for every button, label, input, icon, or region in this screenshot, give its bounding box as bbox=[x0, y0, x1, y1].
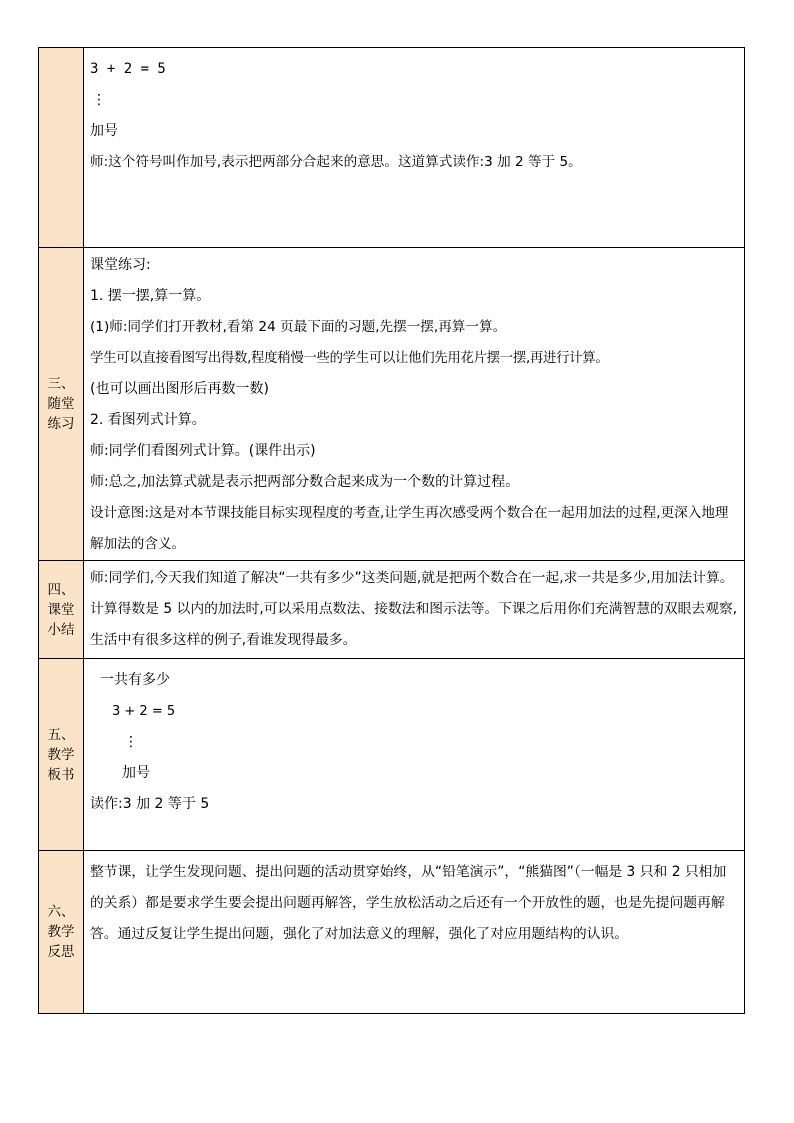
row-label: 五、教学板书 bbox=[47, 726, 75, 783]
practice-heading: 课堂练习: bbox=[90, 257, 151, 273]
row-content-cell bbox=[84, 48, 745, 248]
row-label-cell bbox=[39, 659, 84, 851]
equation-line: 3 + 2 = 5 bbox=[90, 61, 166, 77]
row-content-cell bbox=[84, 561, 745, 659]
row-content-cell bbox=[84, 659, 745, 851]
board-plus-sign: 加号 bbox=[122, 765, 150, 781]
plus-sign-label: 加号 bbox=[90, 123, 118, 139]
row-label-cell bbox=[39, 561, 84, 659]
row-label-cell bbox=[39, 48, 84, 248]
row-content-cell bbox=[84, 248, 745, 561]
row-label: 三、随堂练习 bbox=[47, 376, 75, 432]
row-label: 六、教学反思 bbox=[47, 904, 75, 960]
board-equation: 3 + 2 = 5 bbox=[112, 704, 176, 719]
reflection-text: 整节课，让学生发现问题、提出问题的活动贯穿始终，从“铅笔演示”，“熊猫图”（一幅是 3 只和 2 只相加的关系）都是要求学生要会提出问题再解答，学生放松活动之后还有一个开放性的题，也是先提问题再解答。通过反复让学生提出问题，强化了对加法意义的理解，强化了对应用题结构的认识。 bbox=[90, 864, 727, 942]
table-row bbox=[39, 659, 745, 851]
design-intent: 设计意图:这是对本节课技能目标实现程度的考查,让学生再次感受两个数合在一起用加法的过程,更深入地理解加法的含义。 bbox=[90, 505, 729, 552]
teacher-explanation: 师:这个符号叫作加号,表示把两部分合起来的意思。这道算式读作:3 加 2 等于 5。 bbox=[90, 154, 582, 170]
lesson-plan-table bbox=[38, 47, 745, 1014]
board-ellipsis: ⋮ bbox=[124, 734, 138, 750]
table-row bbox=[39, 561, 745, 659]
lesson-summary-text: 师:同学们,今天我们知道了解决“一共有多少”这类问题,就是把两个数合在一起,求一共是多少,用加法计算。计算得数是 5 以内的加法时,可以采用点数法、接数法和图示法等。下课之后用你们充满智慧的双眼去观察,生活中有很多这样的例子,看谁发现得最多。 bbox=[90, 570, 738, 648]
practice-item-1-note: 学生可以直接看图写出得数,程度稍慢一些的学生可以让他们先用花片摆一摆,再进行计算。 bbox=[90, 351, 609, 366]
practice-item-2-detail: 师:同学们看图列式计算。(课件出示) bbox=[90, 443, 316, 459]
row-content-cell bbox=[84, 851, 745, 1014]
row-label-cell bbox=[39, 248, 84, 561]
vertical-ellipsis: ⋮ bbox=[92, 92, 106, 108]
table-row bbox=[39, 851, 745, 1014]
table-row bbox=[39, 248, 745, 561]
row-label-cell bbox=[39, 851, 84, 1014]
board-title: 一共有多少 bbox=[100, 672, 170, 688]
practice-item-1-detail: (1)师:同学们打开教材,看第 24 页最下面的习题,先摆一摆,再算一算。 bbox=[90, 319, 507, 335]
row-label: 四、课堂小结 bbox=[47, 581, 75, 638]
board-reading: 读作:3 加 2 等于 5 bbox=[90, 796, 210, 812]
practice-item-1: 1. 摆一摆,算一算。 bbox=[90, 288, 211, 304]
table-row bbox=[39, 48, 745, 248]
practice-item-2: 2. 看图列式计算。 bbox=[90, 412, 206, 428]
practice-item-1-alt: (也可以画出图形后再数一数) bbox=[90, 381, 269, 397]
practice-summary: 师:总之,加法算式就是表示把两部分数合起来成为一个数的计算过程。 bbox=[90, 474, 520, 490]
